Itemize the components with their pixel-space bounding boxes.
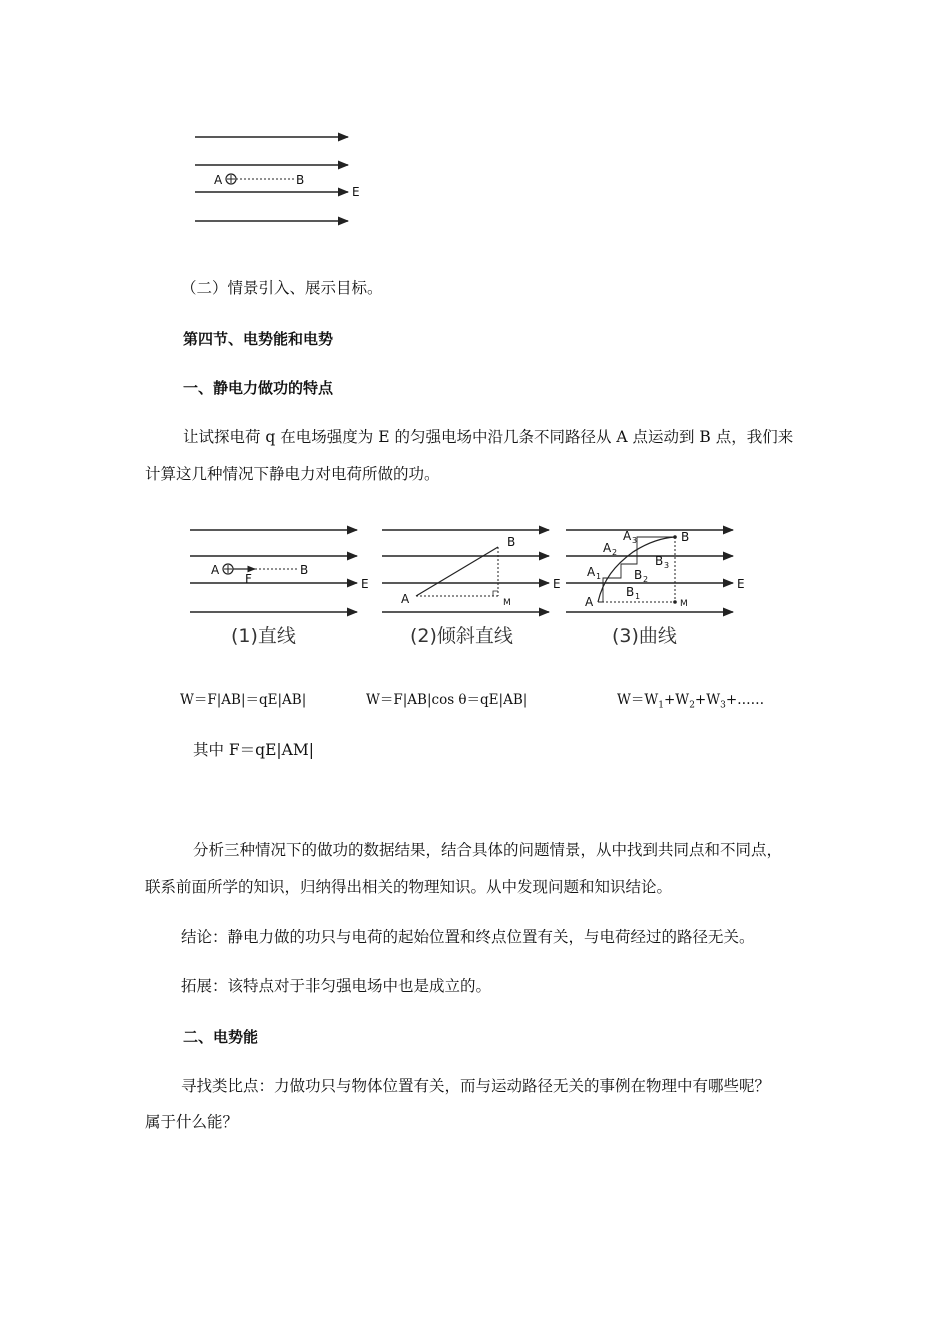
label-a2: A bbox=[603, 541, 612, 555]
conclusion: 结论：静电力做的功只与电荷的起始位置和终点位置有关，与电荷经过的路径无关。 bbox=[181, 928, 755, 946]
caption-curve: (3)曲线 bbox=[612, 625, 677, 647]
intro-line-1: 让试探电荷 q 在电场强度为 E 的匀强电场中沿几条不同路径从 A 点运动到 B 点，我们来 bbox=[183, 428, 794, 446]
analysis-line-2: 联系前面所学的知识，归纳得出相关的物理知识。从中发现问题和知识结论。 bbox=[145, 878, 673, 896]
label-f: F bbox=[245, 572, 252, 586]
label-e: E bbox=[737, 577, 745, 591]
path-line bbox=[416, 547, 498, 596]
subscript: 2 bbox=[689, 700, 695, 711]
extension: 拓展：该特点对于非匀强电场中也是成立的。 bbox=[181, 977, 492, 995]
formula-part: +W bbox=[694, 692, 721, 708]
panel-straight bbox=[190, 530, 369, 647]
label-a: A bbox=[214, 173, 223, 187]
label-b: B bbox=[681, 530, 690, 544]
work-path-diagrams bbox=[185, 510, 750, 655]
label-b3: B bbox=[655, 554, 664, 568]
caption-straight: (1)直线 bbox=[231, 625, 296, 647]
sub-b3: 3 bbox=[664, 561, 670, 570]
formula-part: +W bbox=[664, 692, 690, 708]
section-intro: （二）情景引入、展示目标。 bbox=[181, 279, 383, 297]
label-m: M bbox=[503, 598, 511, 608]
label-b: B bbox=[300, 563, 309, 577]
panel-curve bbox=[566, 529, 745, 647]
caption-inclined: (2)倾斜直线 bbox=[410, 625, 513, 647]
formula-inclined: W＝F|AB|cos θ＝qE|AB| bbox=[366, 692, 528, 708]
label-b1: B bbox=[626, 585, 635, 599]
label-b: B bbox=[507, 535, 516, 549]
label-b: B bbox=[296, 173, 305, 187]
panel-inclined bbox=[382, 530, 561, 647]
sub-a3: 3 bbox=[632, 536, 638, 545]
point-dot bbox=[673, 600, 677, 604]
label-e: E bbox=[553, 577, 561, 591]
subscript: 3 bbox=[720, 700, 726, 711]
label-m: M bbox=[680, 599, 688, 609]
label-e: E bbox=[361, 577, 369, 591]
sub-b2: 2 bbox=[643, 575, 649, 584]
formula-straight: W＝F|AB|＝qE|AB| bbox=[180, 692, 307, 708]
intro-line-2: 计算这几种情况下静电力对电荷所做的功。 bbox=[145, 465, 440, 483]
sub-a1: 1 bbox=[596, 572, 602, 581]
label-e: E bbox=[352, 185, 360, 199]
right-angle-mark bbox=[493, 591, 498, 596]
label-a1: A bbox=[587, 565, 596, 579]
label-a: A bbox=[585, 595, 594, 609]
note-f: 其中 F＝qE|AM| bbox=[193, 741, 314, 759]
analysis-line-1: 分析三种情况下的做功的数据结果，结合具体的问题情景，从中找到共同点和不同点， bbox=[193, 841, 783, 859]
formula-curve bbox=[617, 690, 764, 716]
label-a: A bbox=[211, 563, 220, 577]
question-line-1: 寻找类比点：力做功只与物体位置有关，而与运动路径无关的事例在物理中有哪些呢？ bbox=[181, 1077, 771, 1095]
point-dot bbox=[673, 535, 677, 539]
heading-one: 一、静电力做功的特点 bbox=[183, 379, 334, 397]
sub-a2: 2 bbox=[612, 548, 618, 557]
label-a3: A bbox=[623, 529, 632, 543]
question-line-2: 属于什么能？ bbox=[145, 1113, 239, 1131]
section-title: 第四节、电势能和电势 bbox=[183, 330, 334, 348]
uniform-field-figure bbox=[190, 125, 370, 235]
label-a: A bbox=[401, 592, 410, 606]
heading-two: 二、电势能 bbox=[183, 1028, 259, 1046]
formula-part: W＝W bbox=[617, 692, 659, 708]
formula-part: +…… bbox=[725, 692, 765, 708]
subscript: 1 bbox=[658, 700, 664, 711]
sub-b1: 1 bbox=[635, 592, 641, 601]
label-b2: B bbox=[634, 568, 643, 582]
